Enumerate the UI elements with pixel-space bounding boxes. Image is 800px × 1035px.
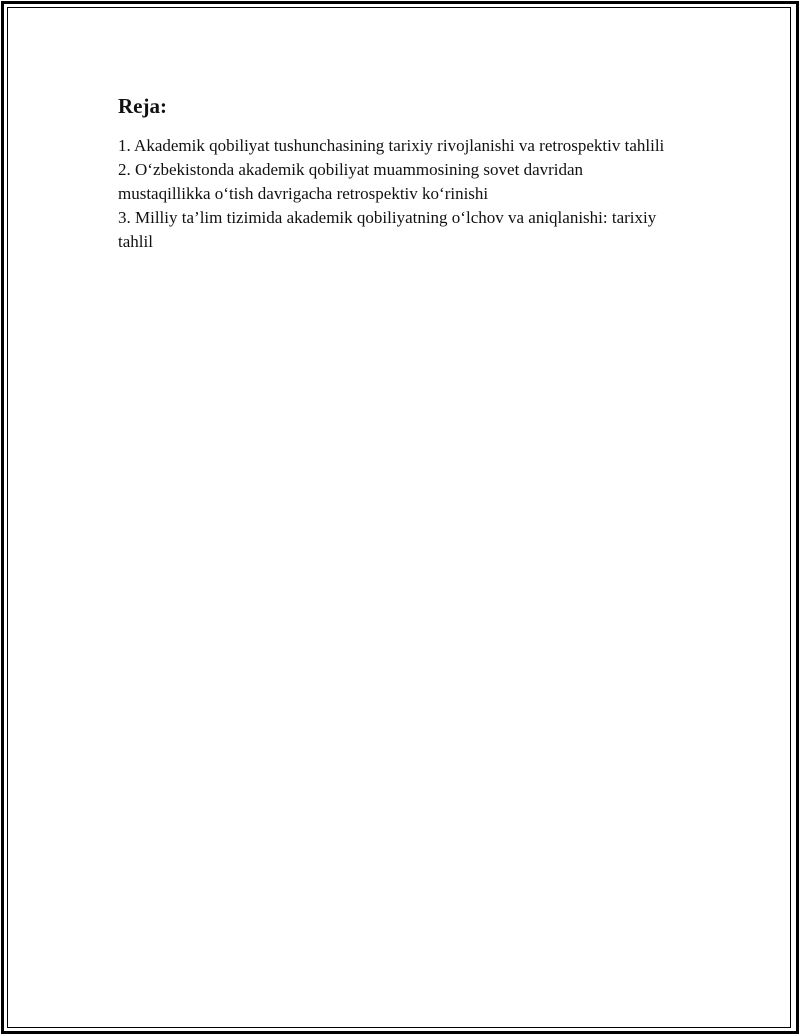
plan-heading: Reja: <box>118 94 167 118</box>
plan-item-1: 1. Akademik qobiliyat tushunchasining tarixiy rivojlanishi va retrospektiv tahlili <box>118 136 665 155</box>
plan-list <box>118 134 678 254</box>
document-body <box>118 94 678 254</box>
plan-item-3: 3. Milliy ta’lim tizimida akademik qobiliyatning o‘lchov va aniqlanishi: tarixiy tahlil <box>118 208 657 251</box>
plan-item-2: 2. O‘zbekistonda akademik qobiliyat muammosining sovet davridan mustaqillikka o‘tish davrigacha retrospektiv ko‘rinishi <box>118 160 584 203</box>
